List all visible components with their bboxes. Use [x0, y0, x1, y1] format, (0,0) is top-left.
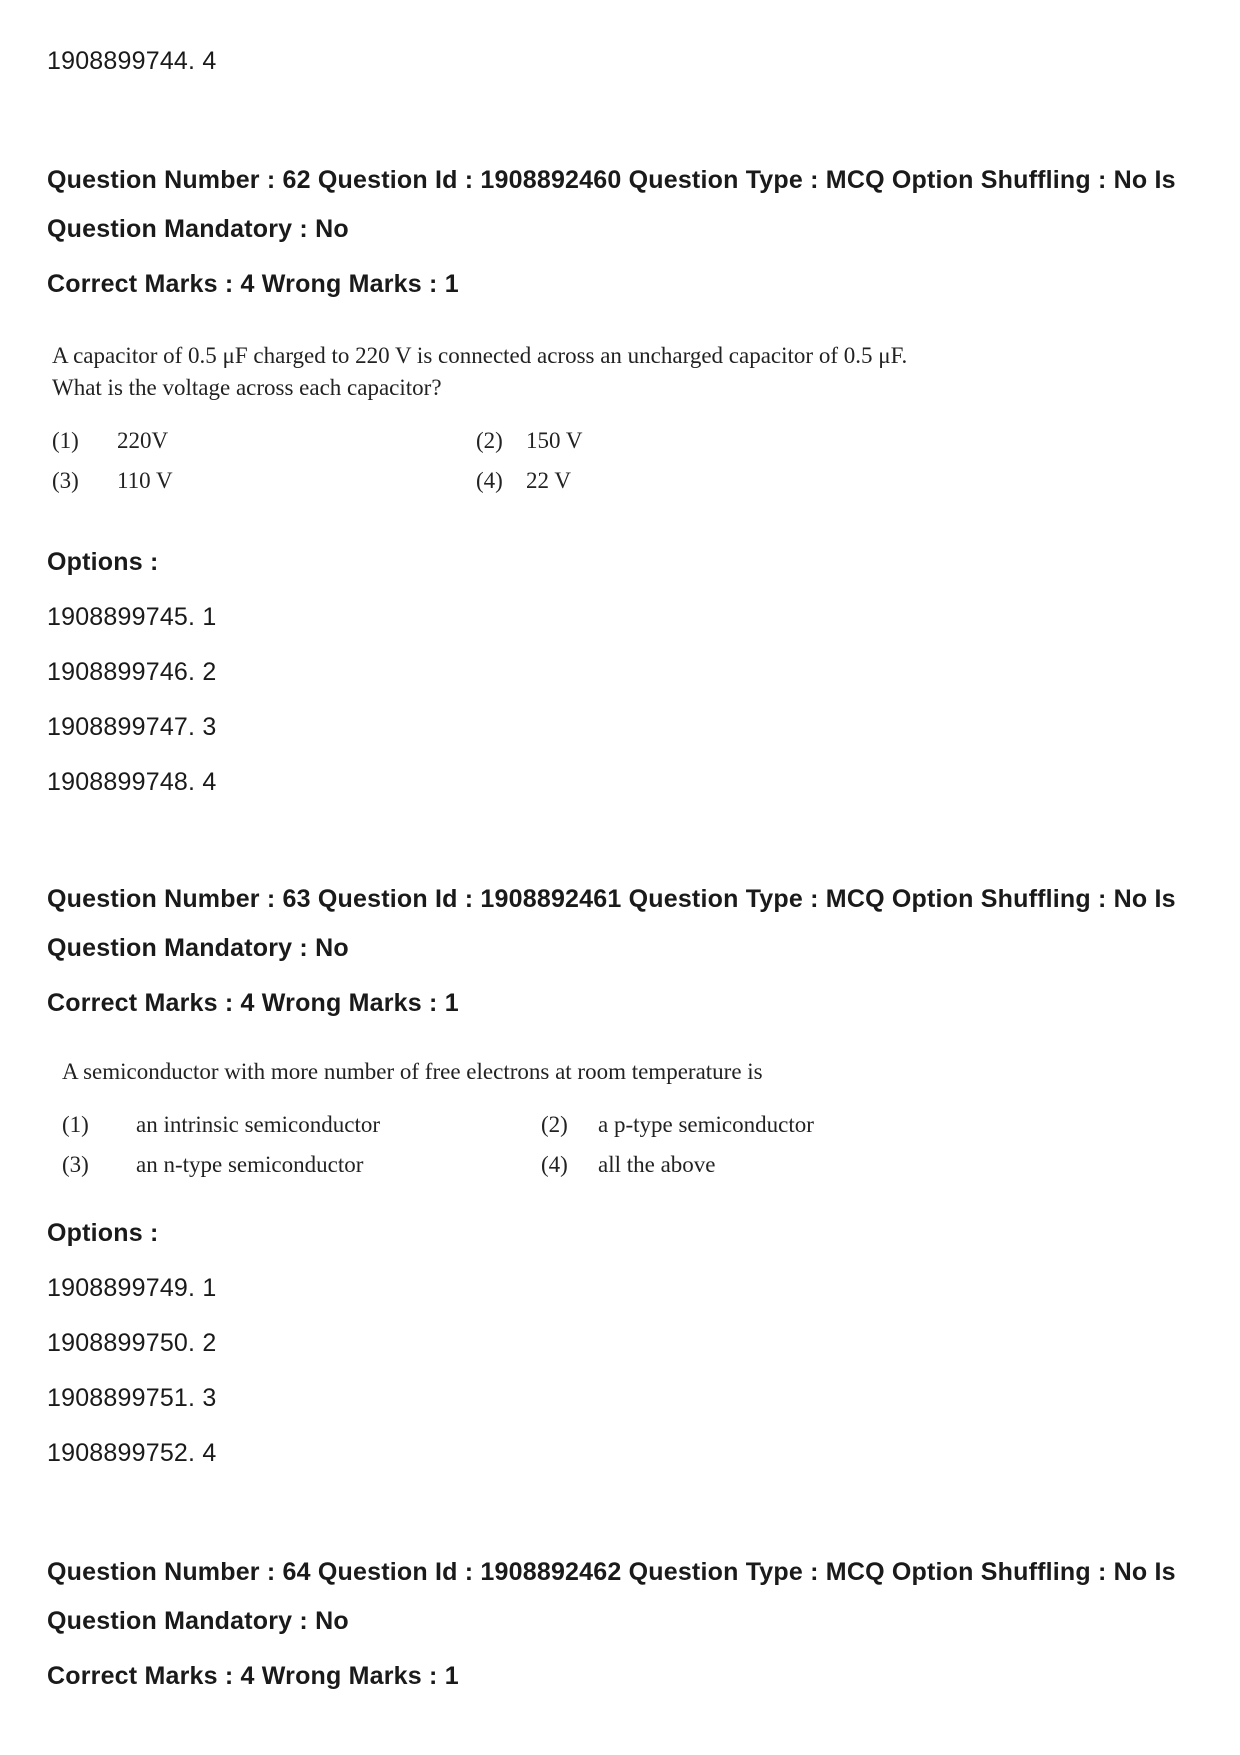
question-63-option-4: 1908899752. 4	[47, 1439, 217, 1467]
question-62-marks: Correct Marks : 4 Wrong Marks : 1	[47, 270, 459, 298]
question-62-option-1: 1908899745. 1	[47, 603, 217, 631]
question-63-option-3: 1908899751. 3	[47, 1384, 217, 1412]
question-62-option-3: 1908899747. 3	[47, 713, 217, 741]
question-63-choice-3-number: (3)	[62, 1152, 89, 1177]
question-63-choice-2-number: (2)	[541, 1112, 568, 1137]
question-63-choice-2-text: a p-type semiconductor	[598, 1112, 814, 1137]
question-63-options-label: Options :	[47, 1219, 159, 1247]
question-62-header-line2: Question Mandatory : No	[47, 215, 349, 243]
previous-question-option: 1908899744. 4	[47, 47, 217, 75]
question-63-choice-1-text: an intrinsic semiconductor	[136, 1112, 380, 1137]
question-64-header-line1: Question Number : 64 Question Id : 1908892462 Question Type : MCQ Option Shuffling : No Is	[47, 1558, 1176, 1586]
question-62-text-line2: What is the voltage across each capacitor?	[52, 375, 442, 400]
question-64-marks: Correct Marks : 4 Wrong Marks : 1	[47, 1662, 459, 1690]
question-63-choice-1-number: (1)	[62, 1112, 89, 1137]
question-64-header-line2: Question Mandatory : No	[47, 1607, 349, 1635]
question-62-choice-4-text: 22 V	[526, 468, 571, 493]
question-63-header-line2: Question Mandatory : No	[47, 934, 349, 962]
question-63-choice-4-number: (4)	[541, 1152, 568, 1177]
question-62-choice-4-number: (4)	[476, 468, 503, 493]
question-63-text-line1: A semiconductor with more number of free electrons at room temperature is	[62, 1059, 763, 1084]
question-62-text-line1: A capacitor of 0.5 μF charged to 220 V is connected across an uncharged capacitor of 0.5 μF.	[52, 343, 908, 368]
question-62-choice-3-number: (3)	[52, 468, 79, 493]
question-62-choice-1-number: (1)	[52, 428, 79, 453]
question-63-option-2: 1908899750. 2	[47, 1329, 217, 1357]
question-63-choice-3-text: an n-type semiconductor	[136, 1152, 364, 1177]
question-62-choice-2-number: (2)	[476, 428, 503, 453]
question-62-choice-2-text: 150 V	[526, 428, 583, 453]
question-62-header-line1: Question Number : 62 Question Id : 1908892460 Question Type : MCQ Option Shuffling : No Is	[47, 166, 1176, 194]
question-63-choice-4-text: all the above	[598, 1152, 716, 1177]
question-63-marks: Correct Marks : 4 Wrong Marks : 1	[47, 989, 459, 1017]
question-62-options-label: Options :	[47, 548, 159, 576]
question-62-choice-1-text: 220V	[117, 428, 169, 453]
question-62-option-2: 1908899746. 2	[47, 658, 217, 686]
question-63-option-1: 1908899749. 1	[47, 1274, 217, 1302]
question-62-choice-3-text: 110 V	[117, 468, 173, 493]
question-62-option-4: 1908899748. 4	[47, 768, 217, 796]
question-63-header-line1: Question Number : 63 Question Id : 1908892461 Question Type : MCQ Option Shuffling : No Is	[47, 885, 1176, 913]
